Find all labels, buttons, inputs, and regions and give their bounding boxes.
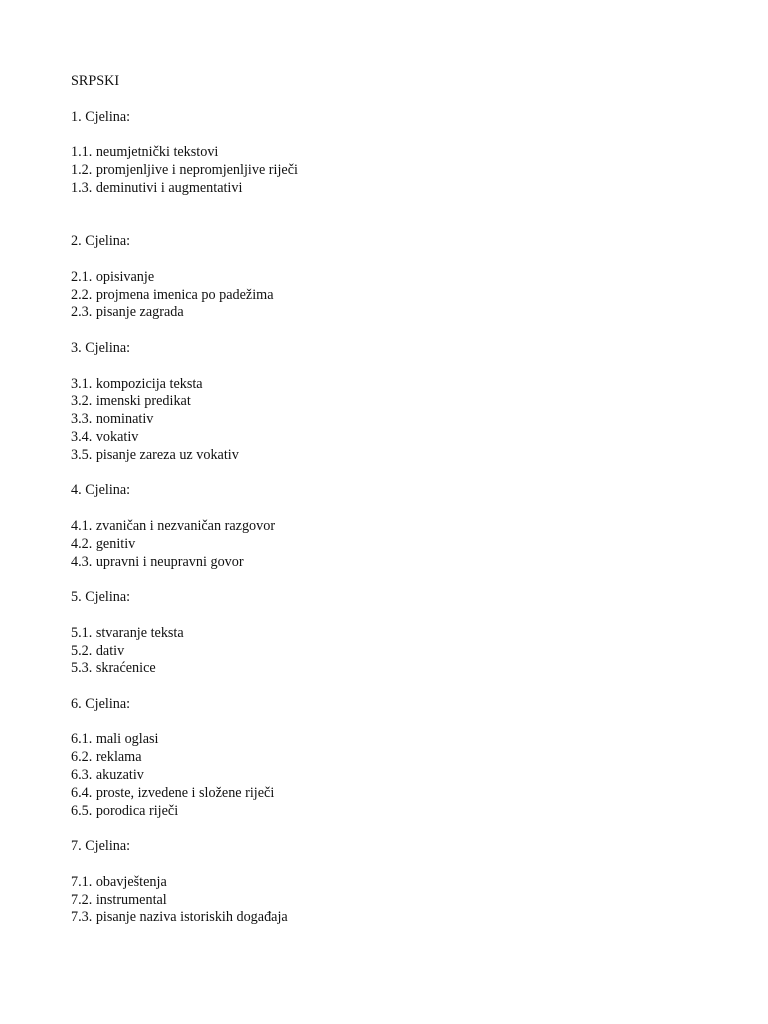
list-item: 3.3. nominativ (71, 411, 154, 428)
section-item-list (71, 731, 711, 820)
list-item: 3.5. pisanje zareza uz vokativ (71, 446, 239, 463)
list-item: 6.2. reklama (71, 749, 142, 766)
section-heading: 4. Cjelina: (71, 482, 131, 499)
list-item: 2.3. pisanje zagrada (71, 304, 184, 321)
section-3 (71, 340, 711, 465)
section-5 (71, 589, 711, 678)
section-item-list (71, 144, 711, 197)
section-heading: 2. Cjelina: (71, 233, 131, 250)
list-item: 4.2. genitiv (71, 535, 136, 552)
list-item: 5.3. skraćenice (71, 660, 156, 677)
list-item: 4.3. upravni i neupravni govor (71, 553, 244, 570)
section-heading: 6. Cjelina: (71, 695, 131, 712)
list-item: 5.1. stvaranje teksta (71, 624, 184, 641)
list-item: 2.2. projmena imenica po padežima (71, 286, 274, 303)
list-item: 3.1. kompozicija teksta (71, 375, 203, 392)
list-item: 3.2. imenski predikat (71, 393, 191, 410)
list-item: 6.1. mali oglasi (71, 731, 159, 748)
section-2 (71, 233, 711, 322)
section-1 (71, 109, 711, 198)
section-item-list (71, 625, 711, 678)
list-item: 4.1. zvaničan i nezvaničan razgovor (71, 517, 276, 534)
section-heading: 5. Cjelina: (71, 589, 131, 606)
section-item-list (71, 518, 711, 571)
section-7 (71, 838, 711, 927)
list-item: 1.3. deminutivi i augmentativi (71, 179, 243, 196)
list-item: 3.4. vokativ (71, 428, 139, 445)
section-heading: 7. Cjelina: (71, 838, 131, 855)
list-item: 7.3. pisanje naziva istoriskih događaja (71, 909, 288, 926)
list-item: 1.2. promjenljive i nepromjenljive riječi (71, 161, 298, 178)
section-item-list (71, 269, 711, 322)
document-page (71, 73, 711, 945)
list-item: 6.5. porodica riječi (71, 802, 179, 819)
section-heading: 3. Cjelina: (71, 339, 131, 356)
list-item: 6.4. proste, izvedene i složene riječi (71, 784, 275, 801)
section-6 (71, 696, 711, 821)
document-title: SRPSKI (71, 73, 120, 89)
list-item: 6.3. akuzativ (71, 767, 144, 784)
list-item: 1.1. neumjetnički tekstovi (71, 144, 219, 161)
section-item-list (71, 376, 711, 465)
list-item: 7.2. instrumental (71, 891, 167, 908)
section-heading: 1. Cjelina: (71, 108, 131, 125)
list-item: 7.1. obavještenja (71, 873, 167, 890)
list-item: 2.1. opisivanje (71, 268, 155, 285)
section-4 (71, 482, 711, 571)
list-item: 5.2. dativ (71, 642, 125, 659)
section-item-list (71, 874, 711, 927)
